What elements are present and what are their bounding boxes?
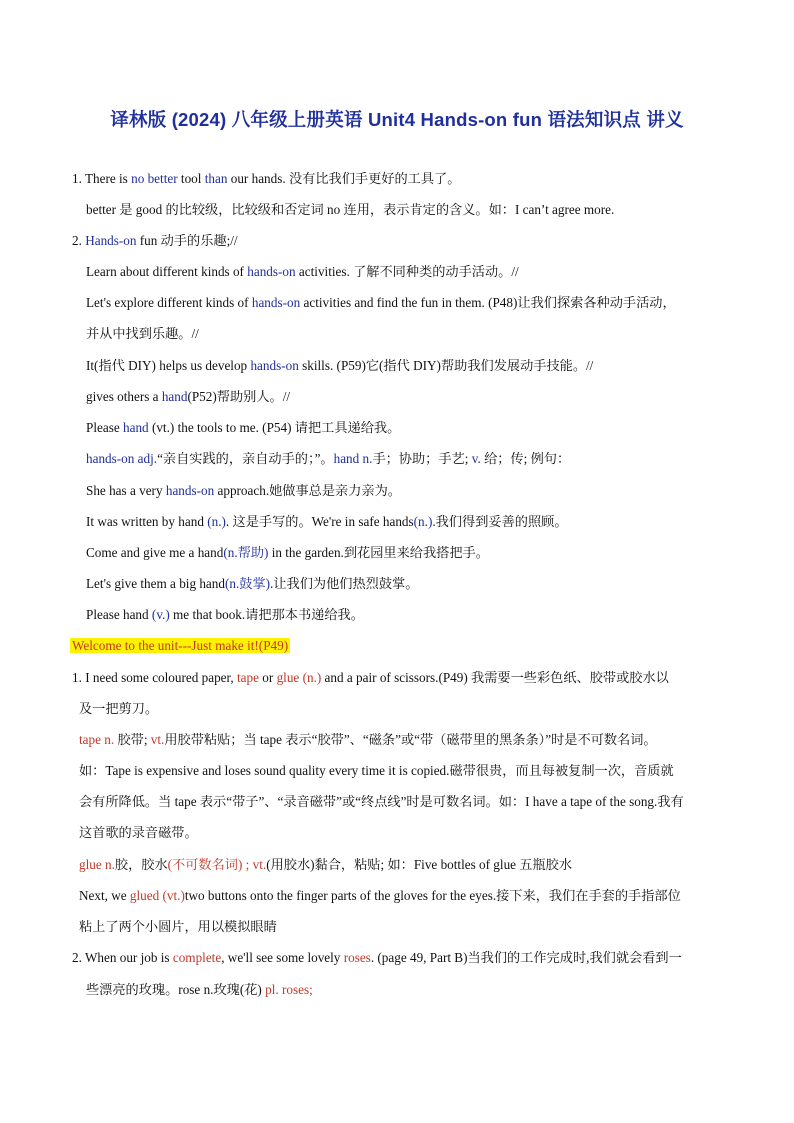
- item-3-line: 粘上了两个小圆片，用以模拟眼睛: [79, 919, 277, 934]
- item-2-line: 并从中找到乐趣。//: [86, 326, 199, 341]
- page-title: 译林版 (2024) 八年级上册英语 Unit4 Hands-on fun 语法知识点 讲义: [110, 109, 684, 130]
- item-2-line: It was written by hand (n.). 这是手写的。We're in safe hands(n.).我们得到妥善的照顾。: [86, 514, 568, 529]
- item-3-line: 及一把剪刀。: [79, 701, 159, 716]
- item-2-heading: 2. Hands-on fun 动手的乐趣;//: [72, 233, 238, 248]
- item-1-sentence: 1. There is no better tool than our hands. 没有比我们手更好的工具了。: [72, 171, 461, 186]
- item-2-line: gives others a hand(P52)帮助别人。//: [86, 389, 291, 404]
- item-1-note: better 是 good 的比较级，比较级和否定词 no 连用，表示肯定的含义。如：I can’t agree more.: [86, 202, 615, 217]
- item-2-line: Learn about different kinds of hands-on activities. 了解不同种类的动手活动。//: [86, 264, 519, 279]
- item-3-line: 会有所降低。当 tape 表示“带子”、“录音磁带”或“终点线”时是可数名词。如：I have a tape of the song.我有: [79, 794, 684, 809]
- item-2-line: Let's give them a big hand(n.鼓掌).让我们为他们热烈鼓掌。: [86, 576, 419, 591]
- item-2-line: It(指代 DIY) helps us develop hands-on skills. (P59)它(指代 DIY)帮助我们发展动手技能。//: [86, 358, 594, 373]
- item-3-line: glue n.胶，胶水(不可数名词) ; vt.(用胶水)黏合，粘贴; 如：Five bottles of glue 五瓶胶水: [79, 857, 573, 872]
- item-2-line: Please hand (vt.) the tools to me. (P54) 请把工具递给我。: [86, 420, 401, 435]
- section-heading: Welcome to the unit---Just make it!(P49): [72, 638, 289, 653]
- item-3-line: 如：Tape is expensive and loses sound quality every time it is copied.磁带很贵，而且每被复制一次，音质就: [79, 763, 674, 778]
- item-3-line: tape n. 胶带; vt.用胶带粘贴；当 tape 表示“胶带”、“磁条”或“带（磁带里的黑条条）”时是不可数名词。: [79, 732, 657, 747]
- item-4-line: 些漂亮的玫瑰。rose n.玫瑰(花) pl. roses;: [86, 982, 313, 997]
- item-2-line: hands-on adj.“亲自实践的，亲自动手的；”。hand n.手；协助；手艺; v. 给；传; 例句：: [86, 451, 571, 466]
- item-2-line: She has a very hands-on approach.她做事总是亲力亲为。: [86, 483, 401, 498]
- item-3-line: 这首歌的录音磁带。: [79, 825, 198, 840]
- item-2-line: Let's explore different kinds of hands-on activities and find the fun in them. (P48)让我们探索各种动手活动，: [86, 295, 676, 310]
- item-4-sentence: 2. When our job is complete, we'll see some lovely roses. (page 49, Part B)当我们的工作完成时,我们就会看到一: [72, 950, 682, 965]
- item-3-sentence: 1. I need some coloured paper, tape or glue (n.) and a pair of scissors.(P49) 我需要一些彩色纸、胶带或胶水以: [72, 670, 669, 685]
- item-2-line: Come and give me a hand(n.帮助) in the garden.到花园里来给我搭把手。: [86, 545, 489, 560]
- item-2-line: Please hand (v.) me that book.请把那本书递给我。: [86, 607, 364, 622]
- item-3-line: Next, we glued (vt.)two buttons onto the finger parts of the gloves for the eyes.接下来，我们在手套的手指部位: [79, 888, 681, 903]
